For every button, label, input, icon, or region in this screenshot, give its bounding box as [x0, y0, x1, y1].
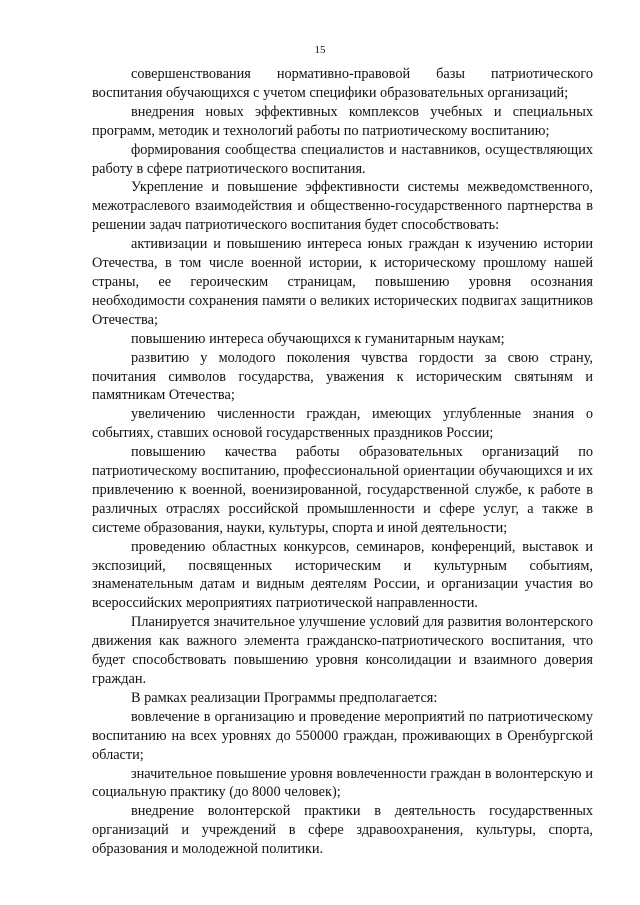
- page-number: 15: [314, 44, 326, 56]
- paragraph: вовлечение в организацию и проведение мероприятий по патриотическому воспитанию на всех уровнях до 550000 граждан, проживающих в Оренбургской области;: [92, 708, 593, 763]
- paragraph: внедрение волонтерской практики в деятельность государственных организаций и учреждений в сфере здравоохранения, культуры, спорта, образования и молодежной политики.: [92, 803, 593, 858]
- paragraph: Укрепление и повышение эффективности системы межведомственного, межотраслевого взаимодействия и общественно-государственного партнерства в решении задач патриотического воспитания будет способствовать:: [92, 179, 593, 234]
- paragraph: проведению областных конкурсов, семинаров, конференций, выставок и экспозиций, посвященных историческим и культурным событиям, знаменательным датам и видным деятелям России, и организации участия во всероссийских мероприятиях патриотической направленности.: [92, 538, 593, 612]
- paragraph: формирования сообщества специалистов и наставников, осуществляющих работу в сфере патриотического воспитания.: [92, 141, 593, 177]
- paragraph: совершенствования нормативно-правовой базы патриотического воспитания обучающихся с учетом специфики образовательных организаций;: [92, 66, 593, 101]
- paragraph: повышению интереса обучающихся к гуманитарным наукам;: [131, 330, 505, 347]
- body-text: [92, 65, 593, 859]
- paragraph: увеличению численности граждан, имеющих углубленные знания о событиях, ставших основой государственных праздников России;: [92, 406, 593, 442]
- paragraph: Планируется значительное улучшение условий для развития волонтерского движения как важного элемента гражданско-патриотического воспитания, что будет способствовать повышению уровня консолидации и взаимного доверия граждан.: [92, 614, 593, 687]
- paragraph: В рамках реализации Программы предполагается:: [131, 689, 438, 706]
- paragraph: повышению качества работы образовательных организаций по патриотическому воспитанию, профессиональной ориентации обучающихся и их привлечению к военной, военизированной, государственной службе, к работе в различных отраслях российской промышленности и сфере услуг, а также в системе образования, науки, культуры, спорта и иной деятельности;: [92, 444, 593, 536]
- paragraph: значительное повышение уровня вовлеченности граждан в волонтерскую и социальную практику (до 8000 человек);: [92, 765, 593, 801]
- paragraph: активизации и повышению интереса юных граждан к изучению истории Отечества, в том числе военной истории, к историческому прошлому нашей страны, ее героическим страницам, повышению уровня осознания необходимости сохранения памяти о великих исторических подвигах защитников Отечества;: [92, 236, 593, 328]
- paragraph: развитию у молодого поколения чувства гордости за свою страну, почитания символов государства, уважения к историческим святыням и памятникам Отечества;: [92, 349, 593, 404]
- paragraph: внедрения новых эффективных комплексов учебных и специальных программ, методик и технологий работы по патриотическому воспитанию;: [92, 103, 593, 139]
